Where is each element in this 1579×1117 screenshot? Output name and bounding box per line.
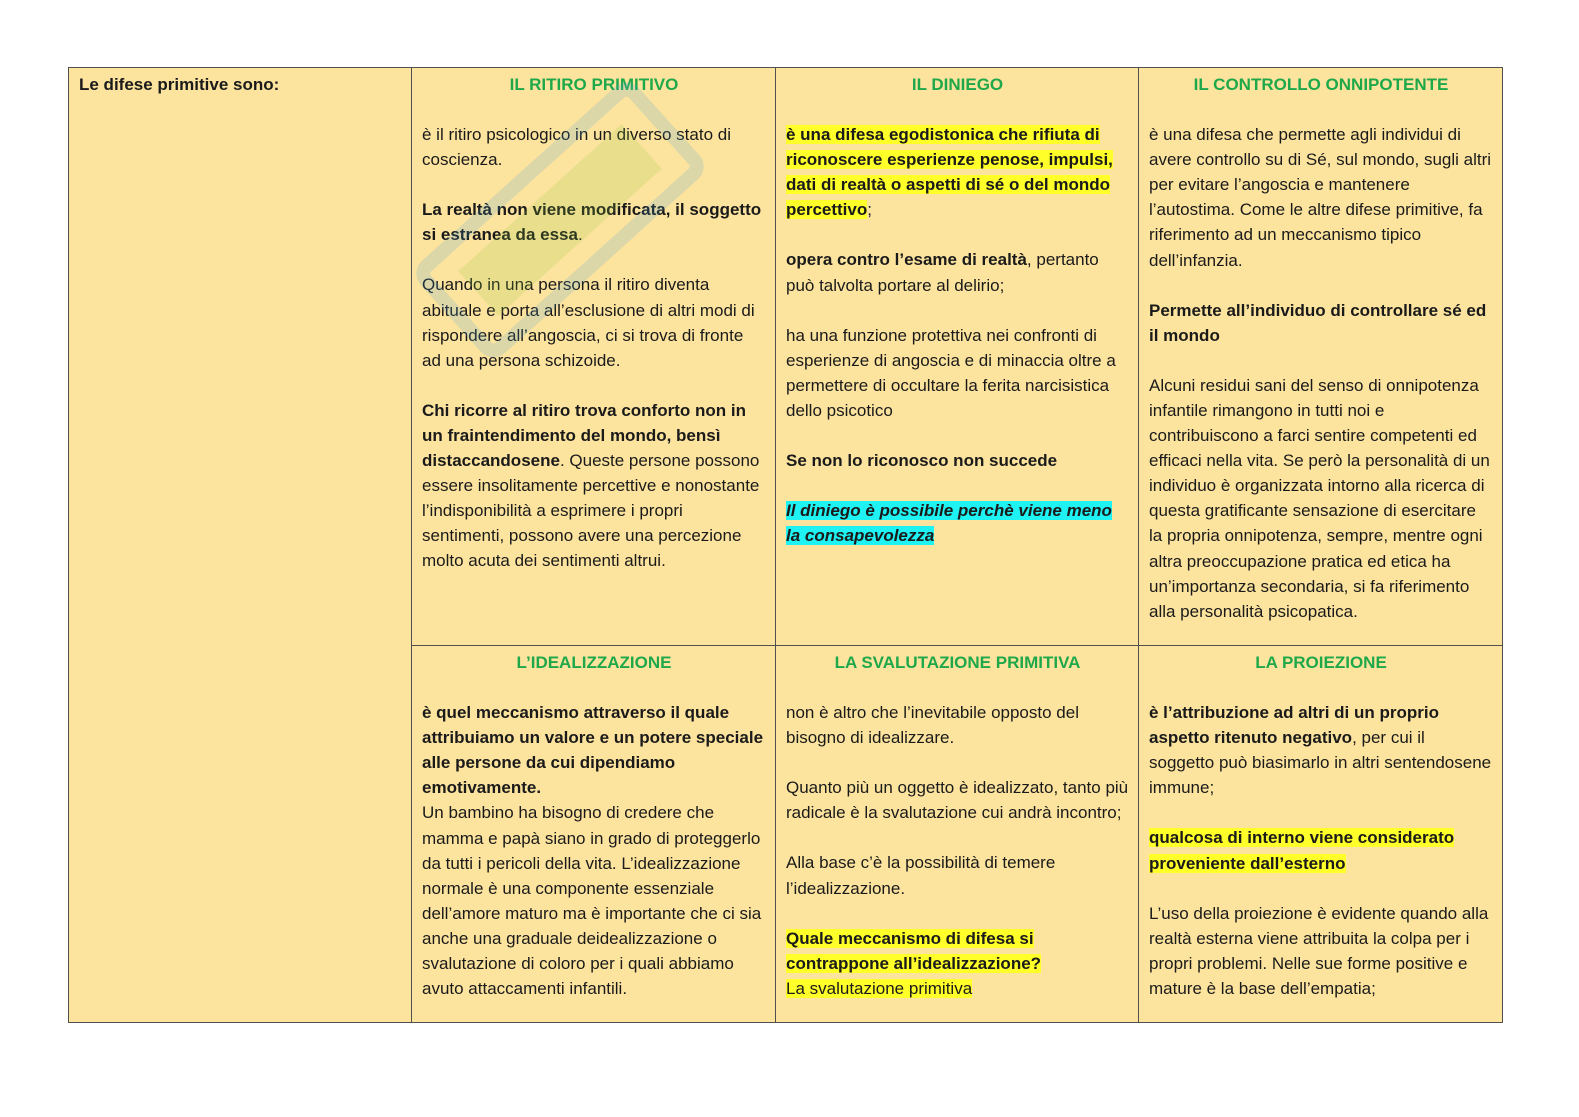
cell-proiezione bbox=[1139, 646, 1503, 1023]
heading-proiezione: LA PROIEZIONE bbox=[1255, 653, 1387, 672]
diniego-definition: è una difesa egodistonica che rifiuta di riconoscere esperienze penose, impulsi, dati di realtà o aspetti di sé o del mondo percettivo; bbox=[786, 125, 1113, 220]
ritiro-schizoid: Quando in una persona il ritiro diventa abituale e porta all’esclusione di altri modi di rispondere all’angoscia, ci si trova di fronte ad una persona schizoide. bbox=[422, 275, 755, 370]
heading-diniego: IL DINIEGO bbox=[911, 75, 1004, 94]
table-row bbox=[69, 68, 1503, 646]
ritiro-definition: è il ritiro psicologico in un diverso stato di coscienza. bbox=[422, 125, 731, 170]
ritiro-comfort: Chi ricorre al ritiro trova conforto non in un fraintendimento del mondo, bensì distaccandosene. Queste persone possono essere insolitamente percettive e nonostante l’indisponibilità a esprimere i propri sentimenti, possono avere una percezione molto acuta dei sentimenti altrui. bbox=[422, 400, 760, 571]
diniego-reality: opera contro l’esame di realtà, pertanto può talvolta portare al delirio; bbox=[786, 250, 1099, 295]
proiezione-empathy: L’uso della proiezione è evidente quando alla realtà esterna viene attribuita la colpa per i propri problemi. Nelle sue forme positive e mature è la base dell’empatia; bbox=[1149, 903, 1489, 998]
diniego-protective: ha una funzione protettiva nei confronti di esperienze di angoscia e di minaccia oltre a permettere di occultare la ferita narcisistica dello psicotico bbox=[786, 325, 1116, 420]
proiezione-internal: qualcosa di interno viene considerato proveniente dall’esterno bbox=[1149, 828, 1455, 873]
heading-svalutazione-primitiva: LA SVALUTAZIONE PRIMITIVA bbox=[834, 653, 1081, 672]
heading-idealizzazione: L’IDEALIZZAZIONE bbox=[516, 653, 672, 672]
proiezione-definition: è l’attribuzione ad altri di un proprio aspetto ritenuto negativo, per cui il soggetto può biasimarlo in altri sentendosene immune; bbox=[1149, 703, 1492, 798]
idealizzazione-definition: è quel meccanismo attraverso il quale attribuiamo un valore e un potere speciale alle persone da cui dipendiamo emotivamente. bbox=[422, 703, 764, 798]
idealizzazione-child: Un bambino ha bisogno di credere che mamma e papà siano in grado di proteggerlo da tutti i pericoli della vita. L’idealizzazione normale è una componente essenziale dell’amore maturo ma è importante che ci sia anche una graduale deidealizzazione o svalutazione di coloro per i quali abbiamo avuto attaccamenti infantili. bbox=[422, 803, 762, 999]
svalutazione-question: Quale meccanismo di difesa si contrappone all’idealizzazione? La svalutazione primitiva bbox=[786, 928, 1042, 998]
diniego-key: Se non lo riconosco non succede bbox=[786, 451, 1058, 471]
intro-title: Le difese primitive sono: bbox=[79, 75, 280, 94]
cell-ritiro-primitivo bbox=[412, 68, 776, 646]
svalutazione-radical: Quanto più un oggetto è idealizzato, tanto più radicale è la svalutazione cui andrà incontro; bbox=[786, 778, 1129, 823]
controllo-key: Permette all’individuo di controllare sé ed il mondo bbox=[1149, 300, 1487, 345]
diniego-awareness: Il diniego è possibile perchè viene meno la consapevolezza bbox=[786, 501, 1112, 546]
heading-ritiro-primitivo: IL RITIRO PRIMITIVO bbox=[509, 75, 679, 94]
intro-cell bbox=[69, 68, 412, 1023]
heading-controllo-onnipotente: IL CONTROLLO ONNIPOTENTE bbox=[1193, 75, 1449, 94]
controllo-definition: è una difesa che permette agli individui di avere controllo su di Sé, sul mondo, sugli altri per evitare l’angoscia e mantenere l’autostima. Come le altre difese primitive, fa riferimento ad un meccanismo tipico dell’infanzia. bbox=[1149, 125, 1492, 270]
cell-svalutazione-primitiva bbox=[776, 646, 1139, 1023]
cell-diniego bbox=[776, 68, 1139, 646]
controllo-psychopathic: Alcuni residui sani del senso di onnipotenza infantile rimangono in tutti noi e contribuiscono a farci sentire competenti ed efficaci nella vita. Se però la personalità di un individuo è organizzata intorno alla ricerca di questa gratificante sensazione di esercitare la propria onnipotenza, sempre, mentre ogni altra preoccupazione pratica ed etica ha un’importanza secondaria, si fa riferimento alla personalità psicopatica. bbox=[1149, 375, 1490, 621]
defenses-table bbox=[68, 67, 1503, 1023]
svalutazione-fear: Alla base c’è la possibilità di temere l’idealizzazione. bbox=[786, 853, 1056, 898]
ritiro-reality: La realtà non viene modificata, il soggetto si estranea da essa. bbox=[422, 200, 762, 245]
cell-idealizzazione bbox=[412, 646, 776, 1023]
svalutazione-definition: non è altro che l’inevitabile opposto del bisogno di idealizzare. bbox=[786, 703, 1079, 748]
svalutazione-answer: La svalutazione primitiva bbox=[786, 978, 973, 998]
cell-controllo-onnipotente bbox=[1139, 68, 1503, 646]
